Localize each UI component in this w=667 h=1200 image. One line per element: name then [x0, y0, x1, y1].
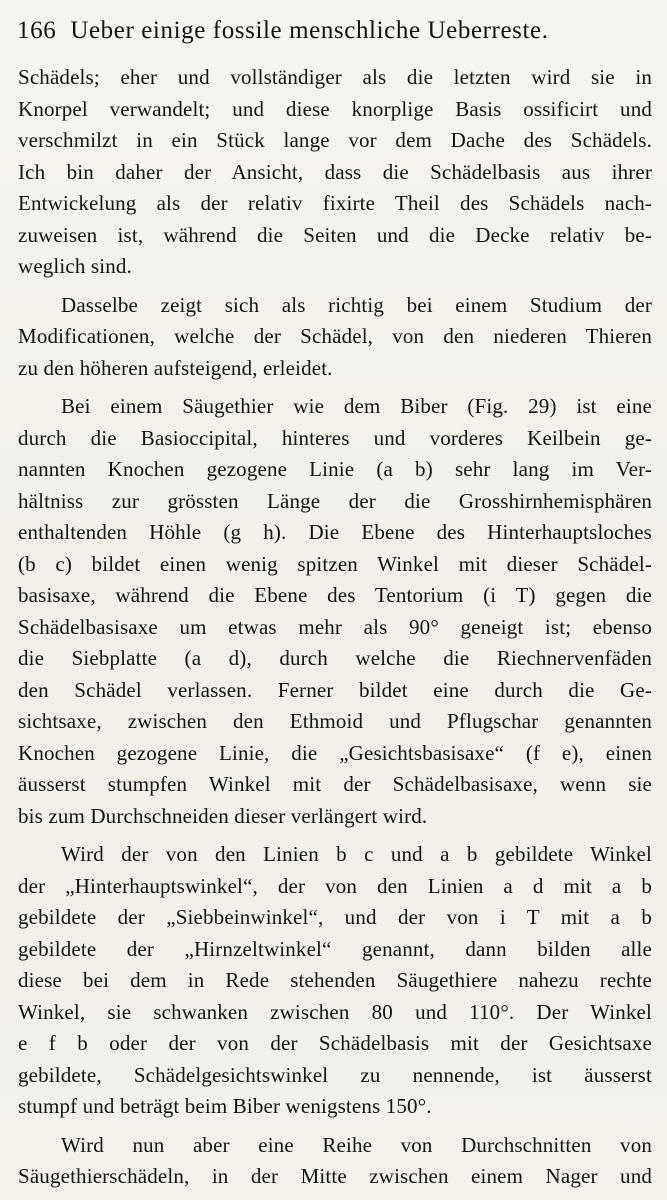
- text-line: nannten Knochen gezogene Linie (a b) sehr lang im Ver-: [18, 457, 652, 481]
- text-line: Schädels; eher und vollständiger als die letzten wird sie in: [18, 65, 652, 89]
- text-line: verschmilzt in ein Stück lange vor dem Dache des Schädels.: [18, 128, 652, 152]
- text-line: enthaltenden Höhle (g h). Die Ebene des Hinterhauptsloches: [18, 520, 652, 544]
- text-line: Modificationen, welche der Schädel, von den niederen Thieren: [18, 324, 652, 348]
- text-line: Winkel, sie schwanken zwischen 80 und 110°. Der Winkel: [18, 999, 652, 1024]
- text-line: stumpf und beträgt beim Biber wenigstens 150°.: [18, 1094, 432, 1118]
- paragraph-4: [18, 839, 652, 1123]
- text-line: Wird nun aber eine Reihe von Durchschnitten von: [61, 1132, 652, 1157]
- text-line: weglich sind.: [18, 254, 132, 278]
- text-line: gebildete der „Hirnzeltwinkel“ genannt, dann bilden alle: [18, 936, 652, 961]
- text-line: Schädelbasisaxe um etwas mehr als 90° geneigt ist; ebenso: [18, 614, 652, 639]
- paragraph-3: [18, 391, 652, 832]
- text-line: diese bei dem in Rede stehenden Säugethiere nahezu rechte: [18, 968, 652, 992]
- text-line: der „Hinterhauptswinkel“, der von den Linien a d mit a b: [18, 873, 652, 898]
- text-line: Knorpel verwandelt; und diese knorplige Basis ossificirt und: [18, 96, 652, 121]
- text-line: den Schädel verlassen. Ferner bildet eine durch die Ge-: [18, 677, 652, 702]
- text-line: Knochen gezogene Linie, die „Gesichtsbasisaxe“ (f e), einen: [18, 740, 652, 765]
- text-line: e f b oder der von der Schädelbasis mit der Gesichtsaxe: [18, 1031, 652, 1055]
- text-line: Ich bin daher der Ansicht, dass die Schädelbasis aus ihrer: [18, 159, 652, 184]
- text-line: Dasselbe zeigt sich als richtig bei einem Studium der: [61, 292, 652, 317]
- text-line: Entwickelung als der relativ fixirte Theil des Schädels nach-: [18, 191, 652, 215]
- paragraph-2: [18, 290, 652, 385]
- text-line: Säugethierschädeln, in der Mitte zwischen einem Nager und: [18, 1164, 652, 1188]
- paragraph-5: [18, 1130, 652, 1193]
- text-line: sichtsaxe, zwischen den Ethmoid und Pflugschar genannten: [18, 709, 652, 733]
- text-line: gebildete der „Siebbeinwinkel“, und der von i T mit a b: [18, 905, 652, 929]
- text-line: hältniss zur grössten Länge der die Grosshirnhemisphären: [18, 488, 652, 513]
- text-line: Wird der von den Linien b c und a b gebildete Winkel: [61, 842, 652, 866]
- body-text: [18, 62, 652, 1200]
- text-line: (b c) bildet einen wenig spitzen Winkel mit dieser Schädel-: [18, 551, 652, 576]
- text-line: äusserst stumpfen Winkel mit der Schädelbasisaxe, wenn sie: [18, 772, 652, 796]
- paragraph-1: [18, 62, 652, 283]
- text-line: Bei einem Säugethier wie dem Biber (Fig. 29) ist eine: [61, 394, 652, 418]
- text-line: durch die Basioccipital, hinteres und vorderes Keilbein ge-: [18, 425, 652, 450]
- text-line: basisaxe, während die Ebene des Tentorium (i T) gegen die: [18, 583, 652, 607]
- text-line: gebildete, Schädelgesichtswinkel zu nennende, ist äusserst: [18, 1062, 652, 1087]
- page-number: 166: [17, 17, 57, 44]
- text-line: zuweisen ist, während die Seiten und die Decke relativ be-: [18, 222, 652, 247]
- text-line: die Siebplatte (a d), durch welche die Riechnervenfäden: [18, 646, 652, 670]
- running-title: Ueber einige fossile menschliche Ueberreste.: [70, 17, 549, 44]
- text-line: zu den höheren aufsteigend, erleidet.: [18, 355, 333, 380]
- running-header: [17, 14, 657, 48]
- text-line: bis zum Durchschneiden dieser verlängert wird.: [18, 803, 428, 828]
